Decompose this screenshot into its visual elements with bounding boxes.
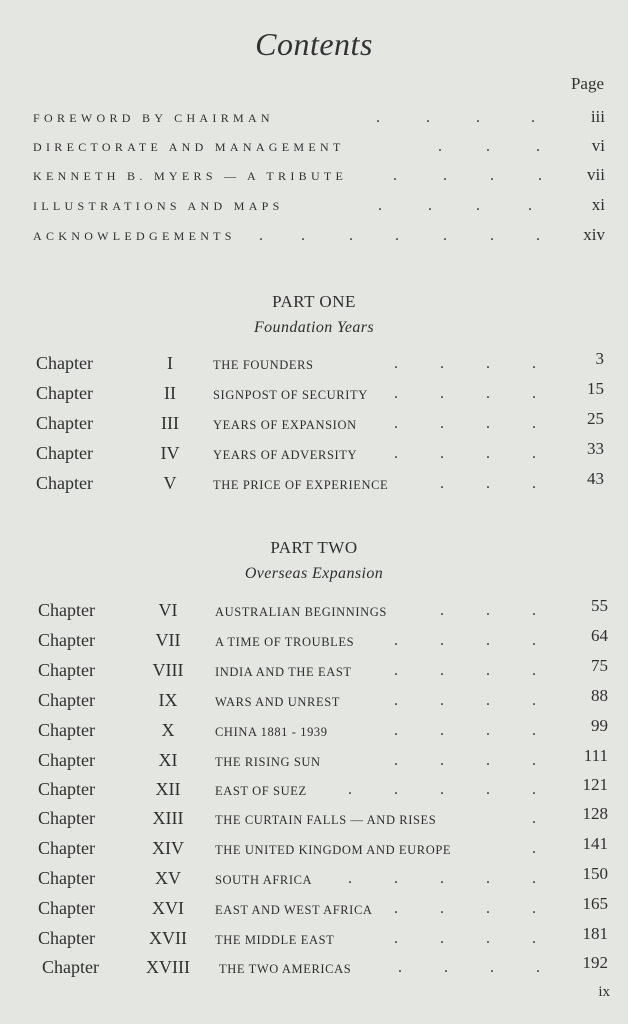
chapter-row[interactable]	[36, 409, 604, 439]
chapter-row[interactable]	[36, 469, 604, 499]
chapter-word: Chapter	[38, 928, 95, 948]
chapter-word: Chapter	[38, 808, 95, 828]
chapter-row[interactable]	[36, 349, 604, 379]
leader-dot: .	[440, 781, 444, 798]
chapter-page: 33	[587, 439, 604, 458]
leader-dot: .	[536, 959, 540, 976]
leader-dot: .	[486, 900, 490, 917]
front-matter-row[interactable]	[33, 165, 605, 187]
leader-dot: .	[440, 662, 444, 679]
leader-dot: .	[532, 810, 536, 827]
chapter-row[interactable]	[38, 894, 608, 924]
front-matter-row[interactable]	[33, 225, 605, 247]
chapter-numeral: XIII	[152, 808, 184, 828]
leader-dot: .	[490, 167, 494, 184]
leader-dot: .	[440, 385, 444, 402]
leader-dot: .	[532, 475, 536, 492]
leader-dot: .	[348, 870, 352, 887]
leader-dot: .	[532, 781, 536, 798]
leader-dot: .	[440, 930, 444, 947]
chapter-word: Chapter	[38, 600, 95, 620]
chapter-page: 165	[582, 894, 608, 913]
leader-dot: .	[444, 959, 448, 976]
leader-dot: .	[398, 959, 402, 976]
front-matter-label: ACKNOWLEDGEMENTS	[33, 229, 236, 243]
chapter-row[interactable]	[38, 864, 608, 894]
leader-dot: .	[486, 930, 490, 947]
chapter-row[interactable]	[38, 746, 608, 776]
chapter-numeral: I	[167, 353, 173, 373]
chapter-numeral: IX	[158, 690, 178, 710]
chapter-numeral: IV	[160, 443, 180, 463]
chapter-page: 128	[582, 804, 608, 823]
leader-dot: .	[532, 900, 536, 917]
chapter-numeral: VI	[158, 600, 178, 620]
chapter-word: Chapter	[36, 353, 93, 373]
chapter-title: THE PRICE OF EXPERIENCE	[213, 478, 389, 492]
part-one-heading: PART ONE	[272, 292, 356, 311]
chapter-title: THE CURTAIN FALLS — AND RISES	[215, 813, 437, 827]
chapter-title: CHINA 1881 - 1939	[215, 725, 328, 739]
leader-dot: .	[440, 722, 444, 739]
leader-dot: .	[394, 870, 398, 887]
leader-dot: .	[486, 602, 490, 619]
leader-dot: .	[440, 355, 444, 372]
leader-dot: .	[486, 870, 490, 887]
chapter-word: Chapter	[42, 957, 99, 977]
front-matter-page: vii	[587, 165, 605, 184]
chapter-page: 141	[582, 834, 608, 853]
leader-dot: .	[428, 197, 432, 214]
leader-dot: .	[440, 900, 444, 917]
page-folio: ix	[598, 984, 610, 1000]
leader-dot: .	[394, 632, 398, 649]
chapter-title: SOUTH AFRICA	[215, 873, 313, 887]
leader-dot: .	[486, 138, 490, 155]
chapter-page: 181	[582, 924, 608, 943]
leader-dot: .	[394, 445, 398, 462]
leader-dot: .	[349, 227, 353, 244]
chapter-title: EAST AND WEST AFRICA	[215, 903, 373, 917]
chapter-title: WARS AND UNREST	[215, 695, 340, 709]
chapter-row[interactable]	[38, 716, 608, 746]
leader-dot: .	[532, 662, 536, 679]
leader-dot: .	[476, 109, 480, 126]
chapter-numeral: XVI	[152, 898, 184, 918]
chapter-title: THE MIDDLE EAST	[215, 933, 335, 947]
chapter-numeral: XVIII	[146, 957, 190, 977]
chapter-row[interactable]	[42, 953, 608, 983]
leader-dot: .	[532, 692, 536, 709]
chapter-title: SIGNPOST OF SECURITY	[213, 388, 368, 402]
leader-dot: .	[532, 870, 536, 887]
chapter-page: 75	[591, 656, 608, 675]
leader-dot: .	[532, 602, 536, 619]
leader-dot: .	[394, 415, 398, 432]
part-two-subtitle: Overseas Expansion	[244, 565, 384, 582]
leader-dot: .	[394, 692, 398, 709]
chapter-numeral: III	[161, 413, 179, 433]
chapter-page: 150	[582, 864, 608, 883]
leader-dot: .	[532, 840, 536, 857]
leader-dot: .	[486, 692, 490, 709]
leader-dot: .	[486, 781, 490, 798]
leader-dot: .	[486, 355, 490, 372]
chapter-title: YEARS OF ADVERSITY	[213, 448, 358, 462]
leader-dot: .	[394, 930, 398, 947]
leader-dot: .	[440, 752, 444, 769]
leader-dot: .	[532, 722, 536, 739]
leader-dot: .	[538, 167, 542, 184]
chapter-title: YEARS OF EXPANSION	[213, 418, 357, 432]
chapter-page: 43	[587, 469, 604, 488]
front-matter-row[interactable]	[33, 136, 605, 158]
front-matter-row[interactable]	[33, 195, 605, 217]
leader-dot: .	[486, 662, 490, 679]
chapter-numeral: II	[164, 383, 176, 403]
chapter-row[interactable]	[38, 656, 608, 686]
chapter-title: THE RISING SUN	[215, 755, 321, 769]
chapter-page: 99	[591, 716, 608, 735]
chapter-page: 15	[587, 379, 604, 398]
chapter-numeral: XIV	[152, 838, 184, 858]
chapter-page: 25	[587, 409, 604, 428]
front-matter-label: DIRECTORATE AND MANAGEMENT	[33, 140, 345, 154]
chapter-word: Chapter	[36, 383, 93, 403]
leader-dot: .	[394, 722, 398, 739]
chapter-word: Chapter	[38, 838, 95, 858]
part-two-heading: PART TWO	[270, 538, 358, 557]
chapter-word: Chapter	[38, 720, 95, 740]
chapter-row[interactable]	[38, 596, 608, 626]
chapter-numeral: XV	[155, 868, 181, 888]
leader-dot: .	[536, 227, 540, 244]
leader-dot: .	[378, 197, 382, 214]
front-matter-page: iii	[590, 107, 605, 126]
leader-dot: .	[486, 475, 490, 492]
part-one-subtitle: Foundation Years	[253, 319, 375, 336]
chapter-row[interactable]	[36, 439, 604, 469]
chapter-row[interactable]	[38, 626, 608, 656]
leader-dot: .	[440, 632, 444, 649]
chapter-page: 192	[582, 953, 608, 972]
leader-dot: .	[443, 167, 447, 184]
chapter-page: 111	[583, 746, 608, 765]
leader-dot: .	[532, 415, 536, 432]
leader-dot: .	[490, 959, 494, 976]
leader-dot: .	[440, 870, 444, 887]
leader-dot: .	[438, 138, 442, 155]
leader-dot: .	[394, 385, 398, 402]
front-matter-page: xiv	[583, 225, 605, 244]
leader-dot: .	[394, 781, 398, 798]
chapter-numeral: VIII	[152, 660, 184, 680]
chapter-numeral: XI	[158, 750, 178, 770]
chapter-numeral: V	[163, 473, 177, 493]
leader-dot: .	[394, 355, 398, 372]
leader-dot: .	[531, 109, 535, 126]
chapter-row[interactable]	[38, 775, 608, 805]
leader-dot: .	[532, 632, 536, 649]
leader-dot: .	[301, 227, 305, 244]
chapter-numeral: XII	[155, 779, 181, 799]
leader-dot: .	[394, 662, 398, 679]
leader-dot: .	[440, 475, 444, 492]
chapter-word: Chapter	[38, 630, 95, 650]
leader-dot: .	[395, 227, 399, 244]
chapter-word: Chapter	[38, 868, 95, 888]
chapter-page: 88	[591, 686, 608, 705]
leader-dot: .	[440, 415, 444, 432]
chapter-word: Chapter	[38, 690, 95, 710]
leader-dot: .	[486, 632, 490, 649]
leader-dot: .	[393, 167, 397, 184]
leader-dot: .	[532, 385, 536, 402]
leader-dot: .	[440, 445, 444, 462]
chapter-page: 3	[595, 349, 604, 368]
front-matter-label: ILLUSTRATIONS AND MAPS	[33, 199, 284, 213]
front-matter-label: FOREWORD BY CHAIRMAN	[33, 111, 274, 125]
page-column-label: Page	[570, 74, 604, 93]
leader-dot: .	[486, 752, 490, 769]
leader-dot: .	[532, 752, 536, 769]
leader-dot: .	[532, 930, 536, 947]
leader-dot: .	[440, 602, 444, 619]
leader-dot: .	[443, 227, 447, 244]
chapter-word: Chapter	[36, 413, 93, 433]
chapter-word: Chapter	[36, 473, 93, 493]
chapter-numeral: X	[161, 720, 175, 740]
leader-dot: .	[394, 752, 398, 769]
leader-dot: .	[394, 900, 398, 917]
chapter-title: THE TWO AMERICAS	[219, 962, 352, 976]
leader-dot: .	[476, 197, 480, 214]
chapter-title: INDIA AND THE EAST	[215, 665, 352, 679]
leader-dot: .	[532, 445, 536, 462]
front-matter-page: vi	[591, 136, 605, 155]
chapter-word: Chapter	[36, 443, 93, 463]
chapter-title: THE UNITED KINGDOM AND EUROPE	[215, 843, 452, 857]
chapter-page: 55	[591, 596, 608, 615]
leader-dot: .	[536, 138, 540, 155]
leader-dot: .	[532, 355, 536, 372]
leader-dot: .	[486, 722, 490, 739]
chapter-title: AUSTRALIAN BEGINNINGS	[215, 605, 387, 619]
leader-dot: .	[486, 445, 490, 462]
chapter-numeral: VII	[155, 630, 181, 650]
chapter-word: Chapter	[38, 750, 95, 770]
leader-dot: .	[486, 415, 490, 432]
chapter-row[interactable]	[38, 924, 608, 954]
leader-dot: .	[426, 109, 430, 126]
front-matter-page: xi	[591, 195, 605, 214]
leader-dot: .	[376, 109, 380, 126]
leader-dot: .	[259, 227, 263, 244]
chapter-word: Chapter	[38, 898, 95, 918]
chapter-numeral: XVII	[149, 928, 187, 948]
front-matter-row[interactable]	[33, 107, 605, 129]
leader-dot: .	[486, 385, 490, 402]
chapter-title: A TIME OF TROUBLES	[215, 635, 355, 649]
page-title: Contents	[255, 26, 373, 62]
chapter-row[interactable]	[36, 379, 604, 409]
leader-dot: .	[490, 227, 494, 244]
chapter-row[interactable]	[38, 686, 608, 716]
chapter-word: Chapter	[38, 779, 95, 799]
chapter-page: 64	[591, 626, 608, 645]
chapter-row[interactable]	[38, 804, 608, 834]
chapter-word: Chapter	[38, 660, 95, 680]
leader-dot: .	[348, 781, 352, 798]
leader-dot: .	[440, 692, 444, 709]
leader-dot: .	[528, 197, 532, 214]
chapter-title: EAST OF SUEZ	[215, 784, 307, 798]
front-matter-label: KENNETH B. MYERS — A TRIBUTE	[33, 169, 348, 183]
chapter-page: 121	[582, 775, 608, 794]
chapter-title: THE FOUNDERS	[213, 358, 314, 372]
chapter-row[interactable]	[38, 834, 608, 864]
